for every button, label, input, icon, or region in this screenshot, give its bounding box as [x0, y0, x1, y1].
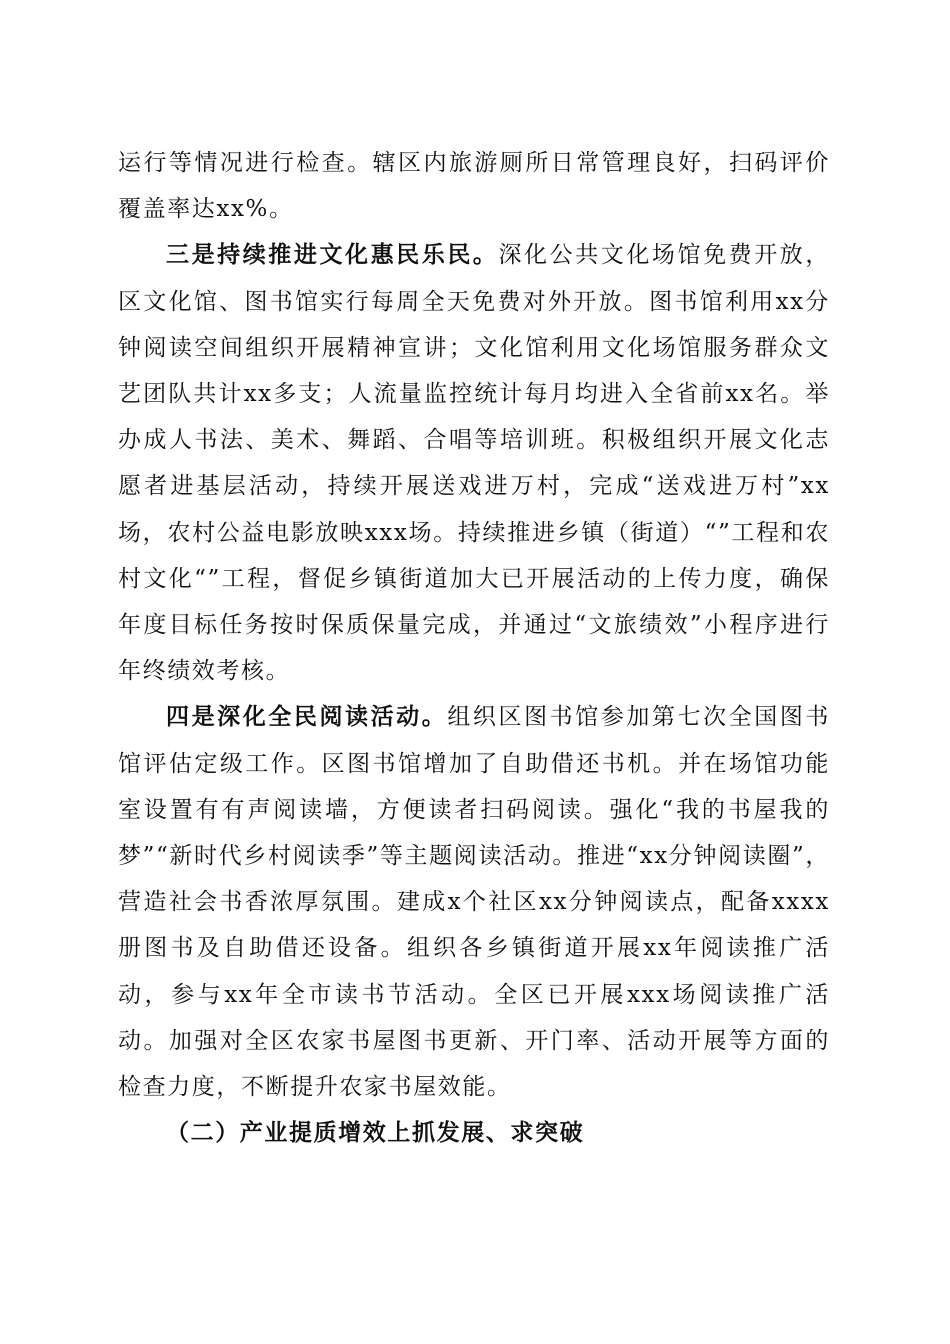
paragraph-culture-benefit	[118, 232, 830, 694]
paragraph-body: 运行等情况进行检查。辖区内旅游厕所日常管理良好，扫码评价覆盖率达xx%。	[118, 150, 830, 223]
paragraph-lead: 三是持续推进文化惠民乐民。	[166, 241, 499, 269]
paragraph-reading-activity	[118, 694, 830, 1110]
paragraph-continuation	[118, 140, 830, 232]
paragraph-body: 深化公共文化场馆免费开放，区文化馆、图书馆实行每周全天免费对外开放。图书馆利用xx分钟阅读空间组织开展精神宣讲；文化馆利用文化场馆服务群众文艺团队共计xx多支；人流量监控统计每月均进入全省前xx名。举办成人书法、美术、舞蹈、合唱等培训班。积极组织开展文化志愿者进基层活动，持续开展送戏进万村，完成“送戏进万村”xx场，农村公益电影放映xxx场。持续推进乡镇（街道）“”工程和农村文化“”工程，督促乡镇街道加大已开展活动的上传力度，确保年度目标任务按时保质保量完成，并通过“文旅绩效”小程序进行年终绩效考核。	[118, 242, 830, 685]
paragraph-body: 组织区图书馆参加第七次全国图书馆评估定级工作。区图书馆增加了自助借还书机。并在场馆功能室设置有有声阅读墙，方便读者扫码阅读。强化“我的书屋我的梦”“新时代乡村阅读季”等主题阅读活动。推进“xx分钟阅读圈”，营造社会书香浓厚氛围。建成x个社区xx分钟阅读点，配备xxxx册图书及自助借还设备。组织各乡镇街道开展xx年阅读推广活动，参与xx年全市读书节活动。全区已开展xxx场阅读推广活动。加强对全区农家书屋图书更新、开门率、活动开展等方面的检查力度，不断提升农家书屋效能。	[118, 704, 831, 1101]
section-heading: （二）产业提质增效上抓发展、求突破	[166, 1119, 585, 1147]
document-body	[118, 140, 830, 1156]
paragraph-lead: 四是深化全民阅读活动。	[166, 703, 448, 731]
